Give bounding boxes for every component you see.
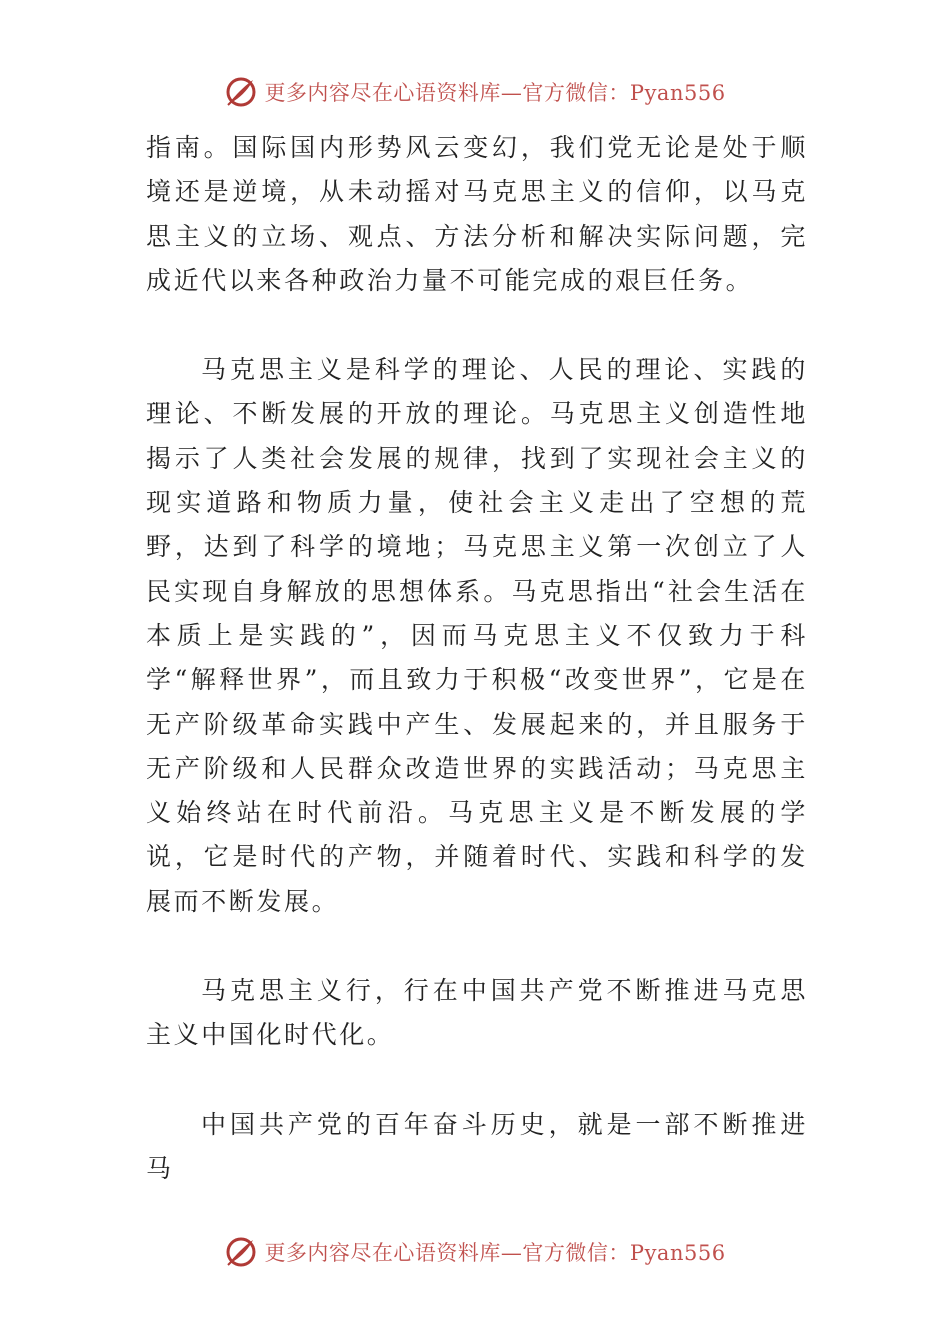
paragraph-2: 马克思主义是科学的理论、人民的理论、实践的理论、不断发展的开放的理论。马克思主义创造性地揭示了人类社会发展的规律，找到了实现社会主义的现实道路和物质力量，使社会主义走出了空想的荒野，达到了科学的境地；马克思主义第一次创立了人民实现自身解放的思想体系。马克思指出“社会生活在本质上是实践的”，因而马克思主义不仅致力于科学“解释世界”，而且致力于积极“改变世界”，它是在无产阶级革命实践中产生、发展起来的，并且服务于无产阶级和人民群众改造世界的实践活动；马克思主义始终站在时代前沿。马克思主义是不断发展的学说，它是时代的产物，并随着时代、实践和科学的发展而不断发展。 [146, 355, 808, 916]
footer-banner-text: 更多内容尽在心语资料库—官方微信：Pyan556 [264, 1241, 726, 1265]
paragraph-4: 中国共产党的百年奋斗历史，就是一部不断推进马 [146, 1109, 808, 1183]
header-banner-text: 更多内容尽在心语资料库—官方微信：Pyan556 [264, 81, 726, 105]
paragraph-3: 马克思主义行，行在中国共产党不断推进马克思主义中国化时代化。 [146, 976, 808, 1050]
footer-banner [0, 1232, 950, 1272]
paragraph-1: 指南。国际国内形势风云变幻，我们党无论是处于顺境还是逆境，从未动摇对马克思主义的信仰，以马克思主义的立场、观点、方法分析和解决实际问题，完成近代以来各种政治力量不可能完成的艰巨任务。 [146, 133, 808, 295]
header-banner [0, 72, 950, 112]
quill-logo-icon [224, 75, 258, 109]
document-body [146, 126, 808, 1191]
quill-logo-icon [224, 1235, 258, 1269]
